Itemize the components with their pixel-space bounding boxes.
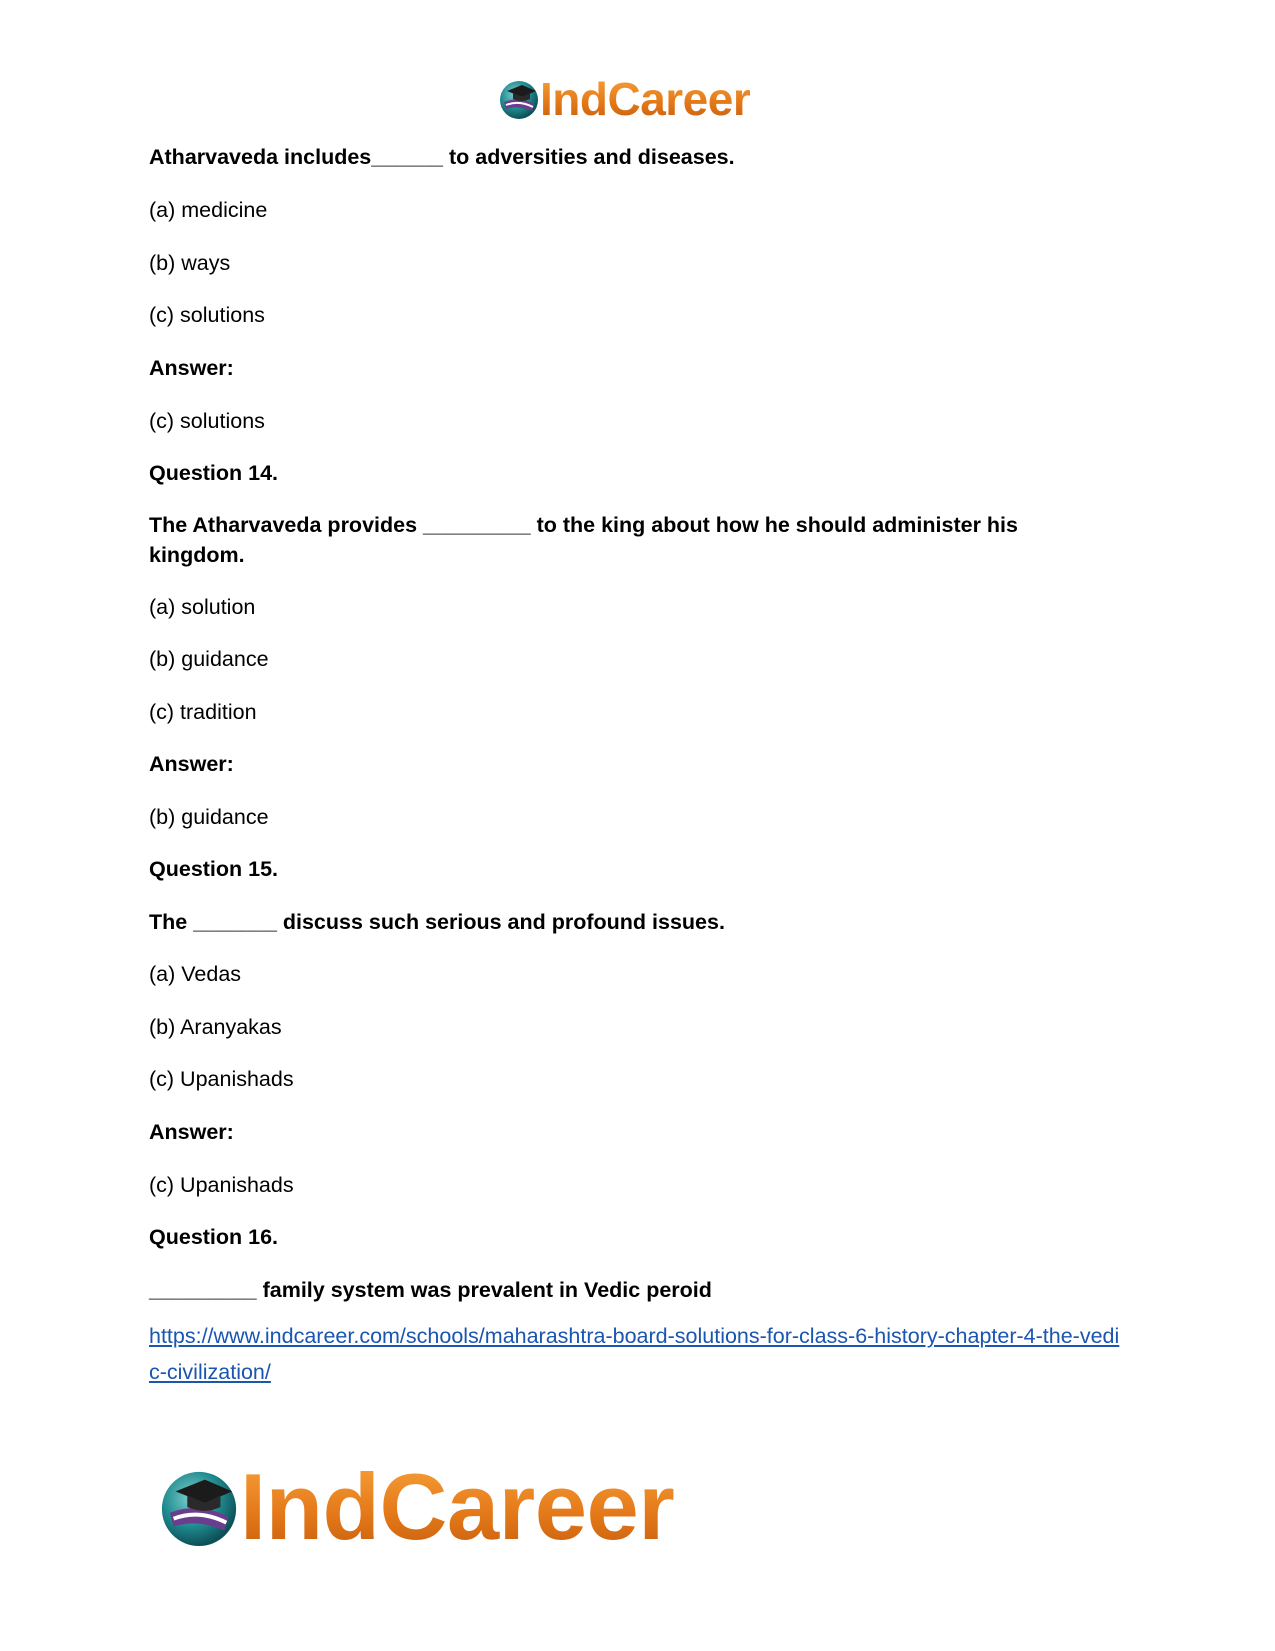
question-text: The Atharvaveda provides _________ to the king about how he should administer his kingdom. [149, 513, 1018, 567]
answer-label: Answer: [149, 356, 234, 380]
question-text: The _______ discuss such serious and profound issues. [149, 910, 725, 934]
logo-globe-icon [158, 1466, 240, 1548]
logo-wordmark: IndCareer [540, 73, 751, 125]
answer-text: (c) Upanishads [149, 1173, 294, 1197]
logo-globe-icon [498, 78, 540, 120]
question-text: _________ family system was prevalent in Vedic peroid [149, 1278, 712, 1302]
answer-text: (c) solutions [149, 409, 265, 433]
option-b: (b) guidance [149, 647, 269, 671]
header-logo [498, 73, 751, 125]
footer-logo [158, 1454, 675, 1559]
answer-label: Answer: [149, 752, 234, 776]
option-b: (b) Aranyakas [149, 1015, 282, 1039]
question-heading: Question 16. [149, 1225, 279, 1249]
question-heading: Question 14. [149, 461, 279, 485]
answer-label: Answer: [149, 1120, 234, 1144]
logo-wordmark: IndCareer [240, 1454, 675, 1559]
option-a: (a) solution [149, 595, 256, 619]
question-heading: Question 15. [149, 857, 279, 881]
option-c: (c) tradition [149, 700, 257, 724]
option-b: (b) ways [149, 251, 231, 275]
source-link[interactable]: https://www.indcareer.com/schools/maharashtra-board-solutions-for-class-6-history-chapter-4-the-vedic-civilization/ [149, 1324, 1120, 1384]
question-text: Atharvaveda includes______ to adversities and diseases. [149, 145, 735, 169]
answer-text: (b) guidance [149, 805, 269, 829]
option-c: (c) Upanishads [149, 1067, 294, 1091]
option-c: (c) solutions [149, 303, 265, 327]
option-a: (a) Vedas [149, 962, 242, 986]
option-a: (a) medicine [149, 198, 268, 222]
